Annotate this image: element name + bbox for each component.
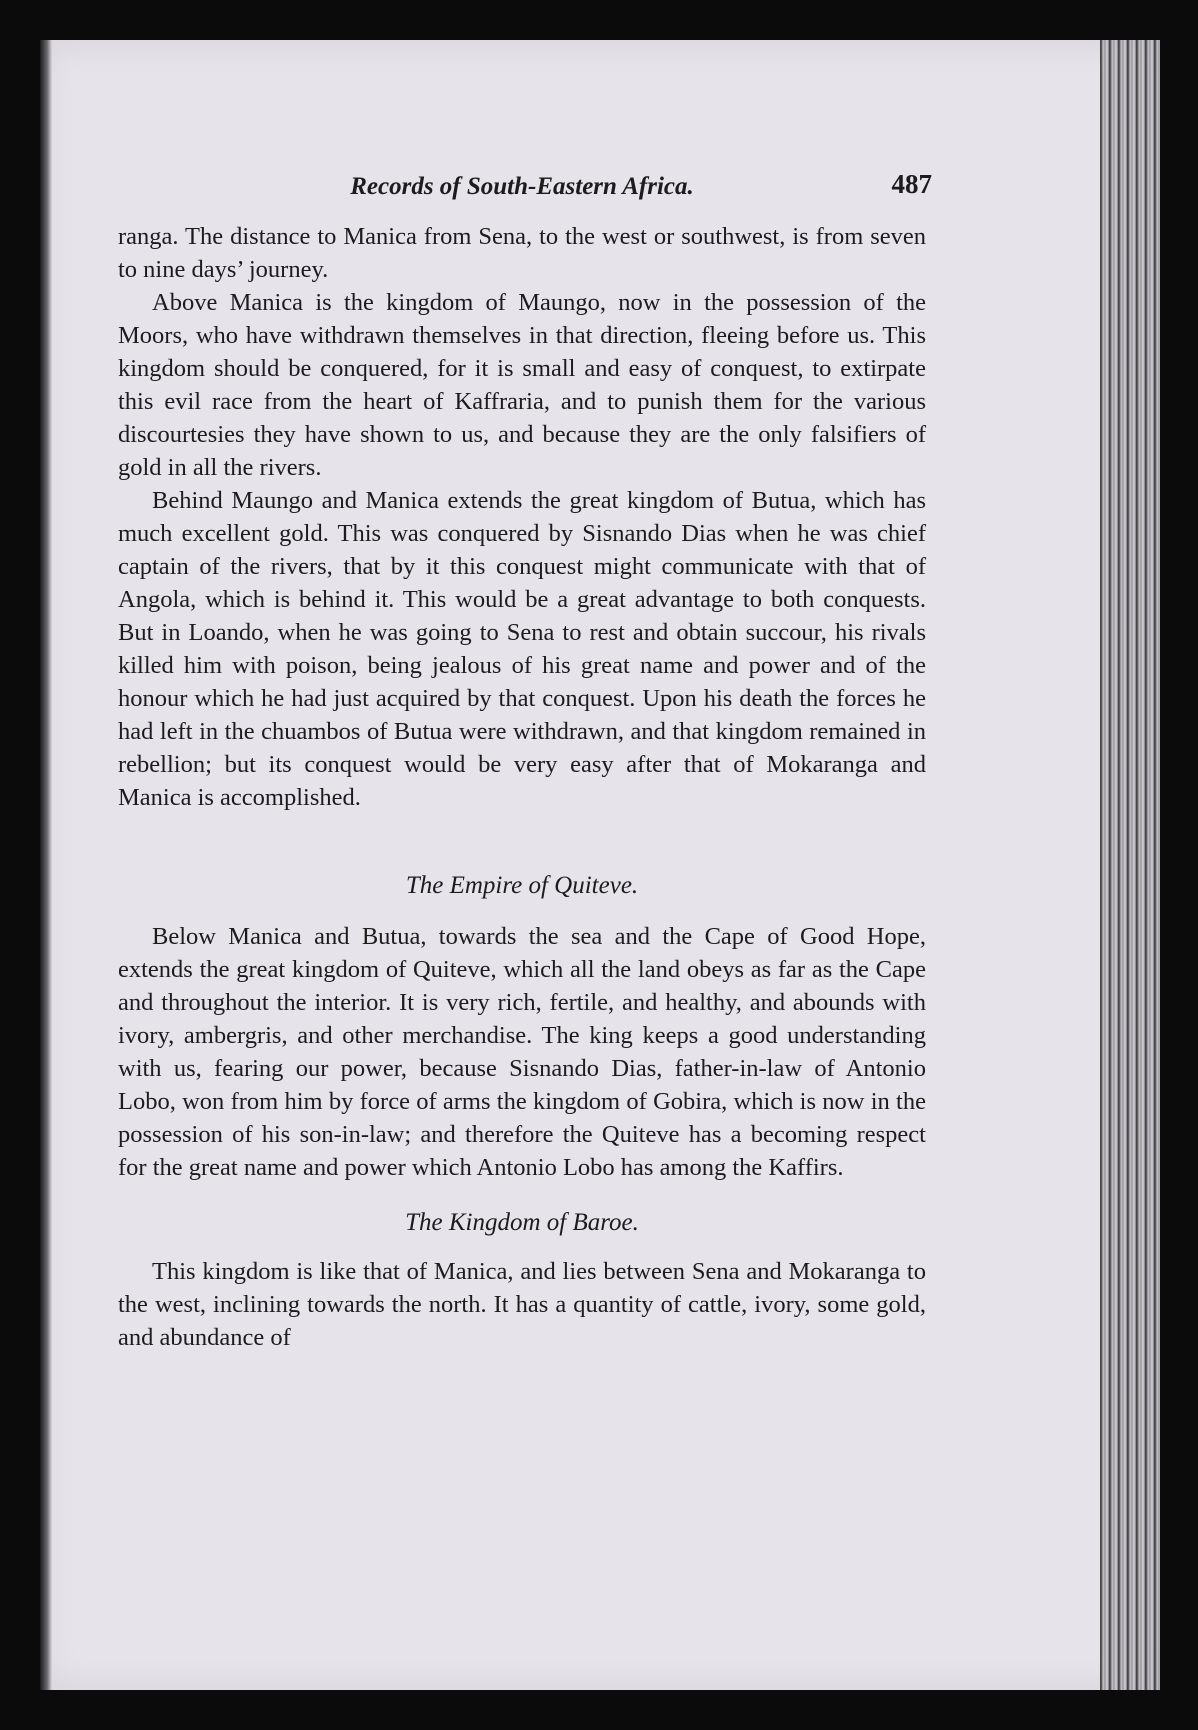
section-heading-baroe: The Kingdom of Baroe. — [405, 1209, 639, 1236]
scanned-page — [40, 40, 1160, 1690]
running-title: Records of South-Eastern Africa. — [350, 173, 694, 200]
text-block — [118, 160, 932, 1354]
section-heading-quiteve: The Empire of Quiteve. — [405, 872, 639, 899]
paragraph-quiteve: Below Manica and Butua, towards the sea and the Cape of Good Hope, extends the great kingdom of Quiteve, which all the land obeys as far as the Cape and throughout the interior. It is very rich, fertile, and healthy, and abounds with ivory, ambergris, and other merchandise. The king keeps a good understanding with us, fearing our power, because Sisnando Dias, father-in-law of Antonio Lobo, won from him by force of arms the kingdom of Gobira, which is now in the possession of his son-in-law; and therefore the Quiteve has a becoming respect for the great name and power which Antonio Lobo has among the Kaffirs. — [118, 923, 926, 1181]
paragraph-butua: Behind Maungo and Manica extends the great kingdom of Butua, which has much excellent gold. This was conquered by Sisnando Dias when he was chief captain of the rivers, that by it this conquest might communicate with that of Angola, which is behind it. This would be a great advantage to both conquests. But in Loando, when he was going to Sena to rest and obtain succour, his rivals killed him with poison, being jealous of his great name and power and of the honour which he had just acquired by that conquest. Upon his death the forces he had left in the chuambos of Butua were withdrawn, and that kingdom remained in rebellion; but its conquest would be very easy after that of Mokaranga and Manica is accomplished. — [118, 487, 926, 811]
page-stack-edge — [1100, 40, 1160, 1690]
page-left-edge — [40, 40, 52, 1690]
page-number: 487 — [891, 169, 932, 199]
running-head — [118, 160, 932, 220]
paragraph-maungo: Above Manica is the kingdom of Maungo, now in the possession of the Moors, who have withdrawn themselves in that direction, fleeing before us. This kingdom should be conquered, for it is small and easy of conquest, to extirpate this evil race from the heart of Kaffraria, and to punish them for the various discourtesies they have shown to us, and because they are the only falsifiers of gold in all the rivers. — [118, 289, 926, 481]
paragraph-baroe: This kingdom is like that of Manica, and lies between Sena and Mokaranga to the west, inclining towards the north. It has a quantity of cattle, ivory, some gold, and abundance of — [118, 1258, 926, 1351]
paragraph-continuation: ranga. The distance to Manica from Sena, to the west or southwest, is from seven to nine days’ journey. — [118, 223, 926, 283]
